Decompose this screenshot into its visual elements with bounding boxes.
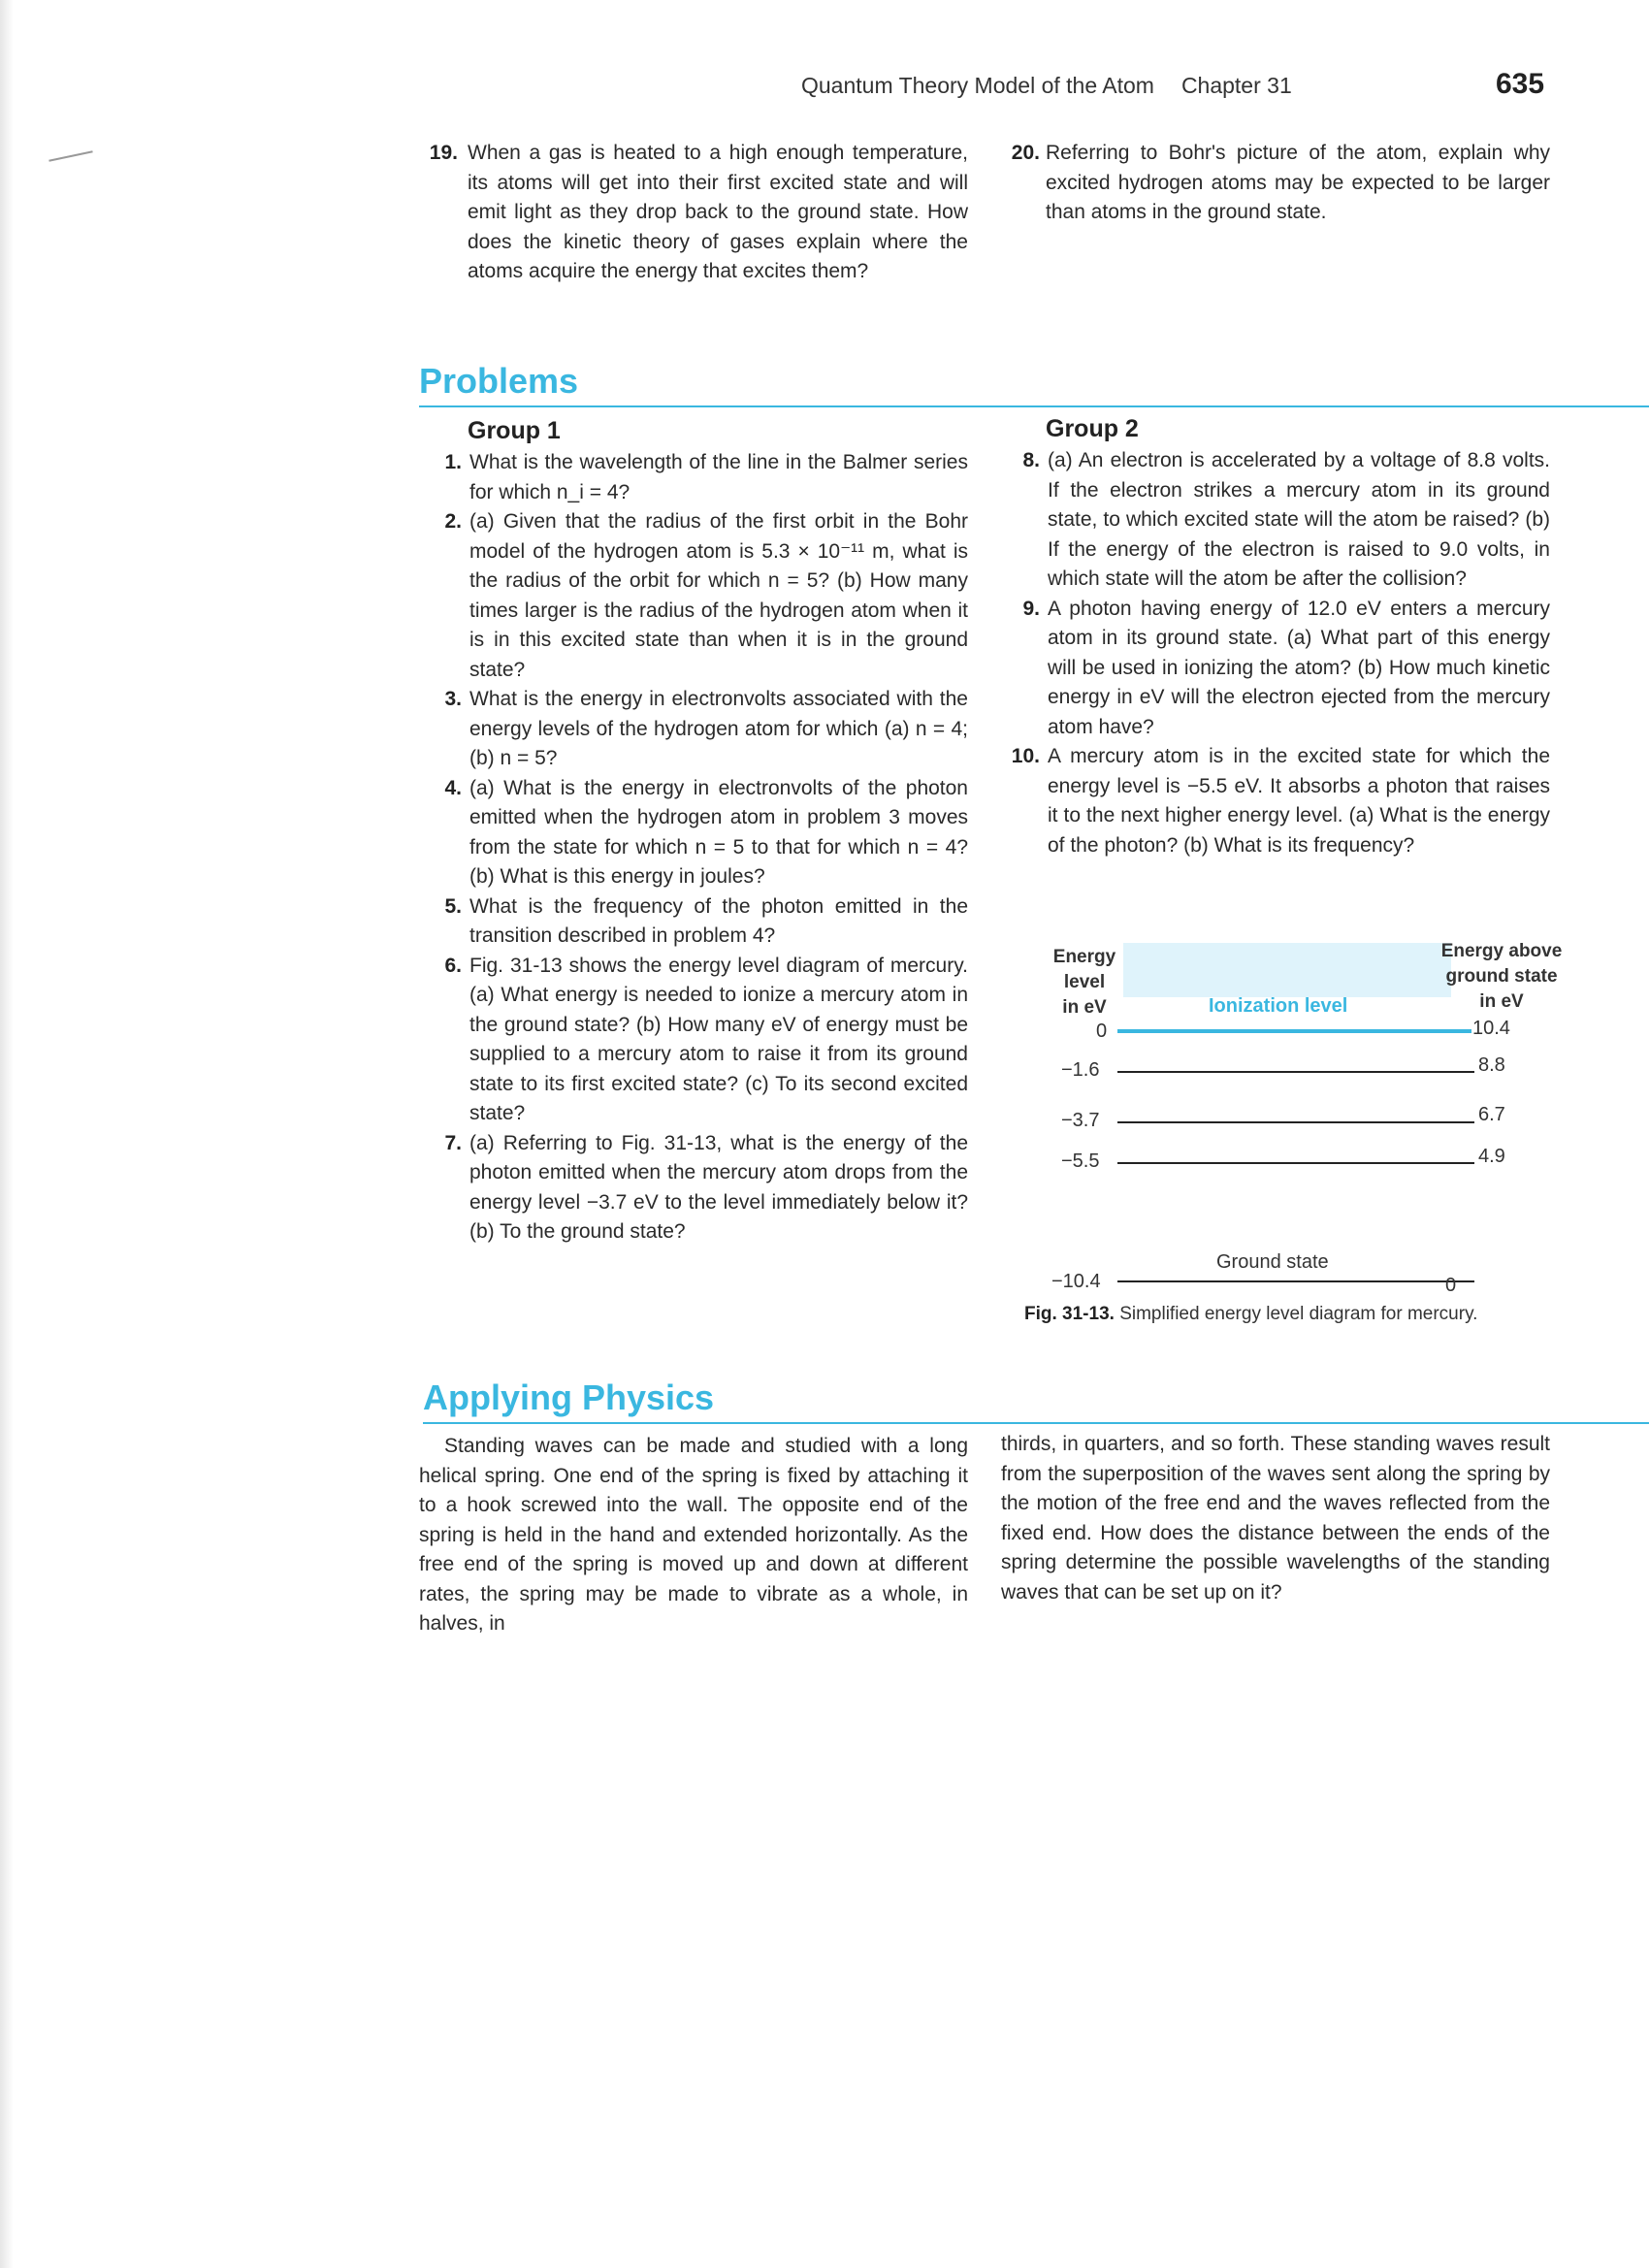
level-right-value: 0 xyxy=(1445,1275,1457,1296)
ionization-band xyxy=(1123,943,1451,997)
running-head xyxy=(801,73,1292,99)
problem-item xyxy=(419,952,968,1129)
question-number: 20. xyxy=(1011,142,1040,164)
level-left-value: −5.5 xyxy=(1061,1150,1100,1172)
question-text: Referring to Bohr's picture of the atom, explain why excited hydrogen atoms may be expected to be larger than atoms in the ground state. xyxy=(1046,142,1550,223)
problem-text: (a) Referring to Fig. 31-13, what is the energy of the photon emitted when the mercury atom drops from the energy level −3.7 eV to the level immediately below it? (b) To the ground state? xyxy=(469,1131,968,1243)
applying-left-text: Standing waves can be made and studied with a long helical spring. One end of the spring is fixed by attaching it to a hook screwed into the wall. The opposite end of the spring is held in the hand and extended horizontally. As the free end of the spring is moved up and down at different rates, the spring may be made to vibrate as a whole, in halves, in xyxy=(419,1435,968,1635)
level-right-value: 6.7 xyxy=(1478,1104,1505,1125)
level-left-value: −1.6 xyxy=(1061,1059,1100,1081)
problem-item xyxy=(419,1129,968,1247)
question-number: 19. xyxy=(429,142,458,164)
left-axis-title-line: in eV xyxy=(1062,997,1107,1018)
applying-heading: Applying Physics xyxy=(423,1377,715,1417)
problem-number: 2. xyxy=(444,510,462,533)
figure-caption-text: Simplified energy level diagram for mercury. xyxy=(1119,1304,1478,1324)
ionization-label: Ionization level xyxy=(1209,995,1348,1017)
group2-heading: Group 2 xyxy=(1046,415,1139,442)
running-head-title: Quantum Theory Model of the Atom xyxy=(801,73,1154,98)
scan-mark xyxy=(48,150,92,162)
problem-text: A photon having energy of 12.0 eV enters a mercury atom in its ground state. (a) What part of this energy will be used in ionizing the atom? (b) How much kinetic energy in eV will the electron ejected from the mercury atom have? xyxy=(1048,597,1550,738)
applying-rule xyxy=(423,1422,1649,1424)
problem-number: 1. xyxy=(444,451,462,473)
page-edge-shadow xyxy=(0,0,14,2268)
problem-text: (a) What is the energy in electronvolts of the photon emitted when the hydrogen atom in problem 3 moves from the state for which n = 5 to that for which n = 4? (b) What is this energy in joules? xyxy=(469,776,968,888)
left-axis-title-line: Energy xyxy=(1052,947,1116,967)
problem-number: 8. xyxy=(1022,449,1040,471)
left-axis-title xyxy=(1046,945,1123,1021)
level-right-value: 4.9 xyxy=(1478,1146,1505,1167)
question-20 xyxy=(1001,139,1550,228)
problem-number: 3. xyxy=(444,688,462,710)
problem-item xyxy=(1001,595,1550,743)
problem-number: 10. xyxy=(1011,745,1040,767)
ground-state-label: Ground state xyxy=(1216,1251,1329,1273)
running-head-chapter: Chapter 31 xyxy=(1180,73,1292,98)
ground-level-line xyxy=(1117,1280,1474,1282)
energy-level-line xyxy=(1117,1121,1474,1123)
ionization-level-line xyxy=(1117,1029,1471,1033)
problem-number: 9. xyxy=(1022,597,1040,620)
right-axis-title-line: in eV xyxy=(1479,991,1524,1012)
problem-item xyxy=(419,448,968,507)
level-right-value: 10.4 xyxy=(1472,1018,1510,1039)
problem-item xyxy=(419,774,968,892)
problem-item xyxy=(419,892,968,952)
group1-column xyxy=(419,413,968,1247)
problem-number: 5. xyxy=(444,894,462,918)
problem-item xyxy=(1001,742,1550,860)
group2-list xyxy=(1001,446,1550,860)
question-text: When a gas is heated to a high enough temperature, its atoms will get into their first excited state and will emit light as they drop back to the ground state. How does the kinetic theory of gases explain where the atoms acquire the energy that excites them? xyxy=(468,142,968,282)
problem-number: 6. xyxy=(444,954,462,977)
problem-text: What is the frequency of the photon emitted in the transition described in problem 4? xyxy=(469,894,968,947)
question-19 xyxy=(419,139,968,287)
figure-caption xyxy=(1024,1304,1477,1325)
page-number: 635 xyxy=(1496,68,1545,100)
group1-heading: Group 1 xyxy=(468,417,561,444)
problem-item xyxy=(419,685,968,774)
level-left-value: −3.7 xyxy=(1061,1110,1100,1131)
right-axis-title xyxy=(1434,939,1569,1015)
problem-text: Fig. 31-13 shows the energy level diagram of mercury. (a) What energy is needed to ionize a mercury atom in the ground state? (b) How many eV of energy must be supplied to a mercury atom to raise it from its ground state to its first excited state? (c) To its second excited state? xyxy=(469,954,968,1124)
problem-item xyxy=(419,507,968,685)
right-axis-title-line: ground state xyxy=(1445,966,1558,987)
problem-text: A mercury atom is in the excited state for which the energy level is −5.5 eV. It absorbs a photon that raises it to the next higher energy level. (a) What is the energy of the photon? (b) What is its frequency? xyxy=(1048,745,1550,857)
problems-rule xyxy=(419,405,1649,407)
right-axis-title-line: Energy above xyxy=(1440,941,1563,961)
problem-number: 4. xyxy=(444,776,462,799)
energy-level-line xyxy=(1117,1071,1474,1073)
problems-heading: Problems xyxy=(419,361,579,401)
applying-right-text: thirds, in quarters, and so forth. These standing waves result from the superposition of the waves sent along the spring by the motion of the free end and the waves reflected from the fixed end. How does the distance between the ends of the spring determine the possible wavelengths of the standing waves that can be set up on it? xyxy=(1001,1433,1550,1604)
problem-item xyxy=(1001,446,1550,595)
group1-list xyxy=(419,448,968,1247)
level-left-value: 0 xyxy=(1096,1021,1108,1042)
figure-caption-label: Fig. 31-13. xyxy=(1024,1304,1115,1324)
level-right-value: 8.8 xyxy=(1478,1054,1505,1076)
group2-column xyxy=(1001,411,1550,860)
problem-number: 7. xyxy=(444,1131,462,1154)
level-left-value: −10.4 xyxy=(1051,1271,1101,1292)
problem-text: (a) An electron is accelerated by a voltage of 8.8 volts. If the electron strikes a mercury atom in its ground state, to which excited state will the atom be raised? (b) If the energy of the electron is raised to 9.0 volts, in which state will the atom be after the collision? xyxy=(1048,449,1550,590)
problem-text: What is the wavelength of the line in the Balmer series for which n_i = 4? xyxy=(469,451,968,503)
problem-text: (a) Given that the radius of the first orbit in the Bohr model of the hydrogen atom is 5.3 × 10⁻¹¹ m, what is the radius of the orbit for which n = 5? (b) How many times larger is the radius of the hydrogen atom when it is in this excited state than when it is in the ground state? xyxy=(469,510,968,681)
energy-level-line xyxy=(1117,1162,1474,1164)
left-axis-title-line: level xyxy=(1063,972,1106,992)
energy-level-figure xyxy=(1009,937,1581,1345)
problem-text: What is the energy in electronvolts associated with the energy levels of the hydrogen atom for which (a) n = 4; (b) n = 5? xyxy=(469,688,968,769)
